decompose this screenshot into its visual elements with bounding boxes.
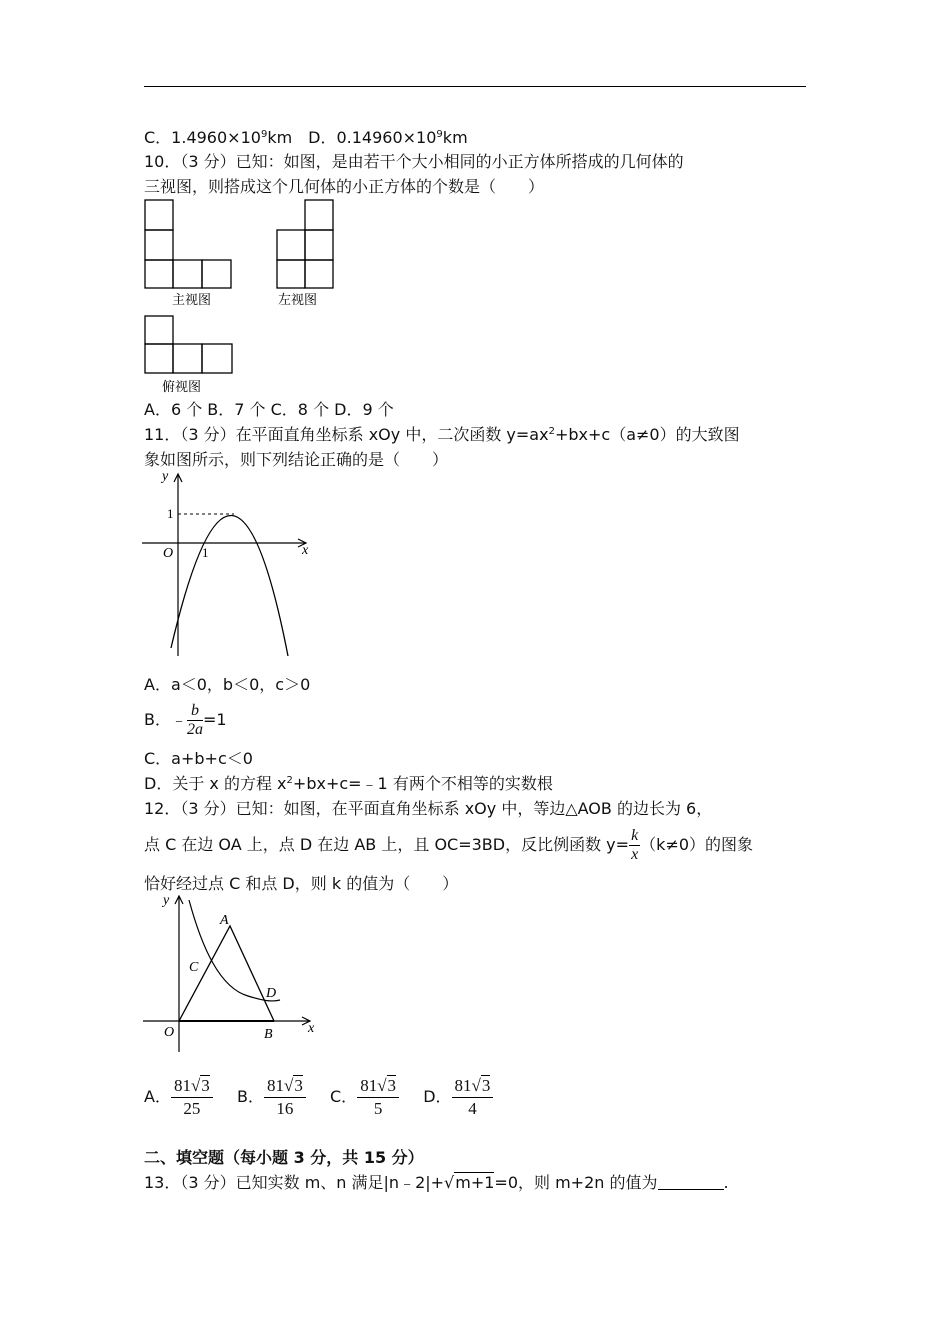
left-view-cube — [305, 230, 333, 260]
q12-stem-line1: 12．（3 分）已知：如图，在平面直角坐标系 xOy 中，等边△AOB 的边长为 6， — [144, 799, 713, 818]
q10-options: A．6 个 B．7 个 C．8 个 D．9 个 — [144, 400, 394, 419]
point-d-label: D — [266, 986, 277, 1001]
point-a-label: A — [220, 913, 229, 928]
q12-option-d: D． $\frac{81√3}{4}$ — [423, 1087, 493, 1106]
front-view-cube — [145, 200, 173, 230]
point-b-label: B — [264, 1027, 273, 1042]
left-view-cube — [305, 200, 333, 230]
q12-option-a: A． $\frac{81√3}{25}$ — [144, 1087, 218, 1106]
q11-option-d: D．关于 x 的方程 $x^2+bx+c=﹣1$ 有两个不相等的实数根 — [144, 774, 553, 793]
section2-title: 二、填空题（每小题 3 分，共 15 分） — [144, 1148, 424, 1167]
top-view-cube — [173, 344, 202, 373]
front-view-cube — [145, 260, 173, 288]
left-view-cube — [277, 230, 305, 260]
parabola-curve — [171, 515, 288, 656]
q13-stem: 13．（3 分）已知实数 m、n 满足|n﹣2|+√m+1=0，则 m+2n 的值为 . — [144, 1173, 729, 1192]
q11-option-c: C．a+b+c＜0 — [144, 749, 253, 768]
q12-triangle-graph — [140, 888, 326, 1054]
top-view-cube — [145, 316, 173, 344]
left-view-cube — [277, 260, 305, 288]
y-label: y — [163, 893, 170, 908]
q10-stem-line2: 三视图，则搭成这个几何体的小正方体的个数是（ ） — [144, 177, 545, 196]
point-o-label: O — [164, 1025, 175, 1040]
left-view-cube — [305, 260, 333, 288]
top-view-label: 俯视图 — [162, 379, 202, 394]
top-view-cube — [145, 344, 173, 373]
tick-x-1: 1 — [202, 545, 209, 560]
q12-stem-line2: 点 C 在边 OA 上，点 D 在边 AB 上，且 OC=3BD，反比例函数 y= $\frac{k}{x}$ （k≠0）的图象 — [144, 827, 754, 863]
x-label: x — [308, 1021, 315, 1036]
q12-option-b: B． $\frac{81√3}{16}$ — [237, 1087, 311, 1106]
q13-answer-blank[interactable] — [658, 1173, 724, 1190]
header-rule — [144, 86, 806, 87]
q12-options — [144, 1072, 493, 1122]
q11-option-b: B．﹣ $\frac{b}{2a}$ =1 — [144, 702, 227, 738]
x-label: x — [302, 543, 309, 558]
front-view-label: 主视图 — [172, 292, 212, 307]
q11-option-a: A．a＜0，b＜0，c＞0 — [144, 675, 311, 694]
y-label: y — [162, 469, 169, 484]
left-view-label: 左视图 — [278, 292, 318, 307]
q11-stem-line1: 11．（3 分）在平面直角坐标系 xOy 中，二次函数 $y=ax^2+bx+c(a\ne 0)$的大致图 — [144, 425, 740, 444]
front-view-cube — [202, 260, 231, 288]
q11-stem-line2: 象如图所示，则下列结论正确的是（ ） — [144, 450, 449, 469]
origin-label: O — [163, 546, 174, 561]
top-view-cube — [202, 344, 232, 373]
front-view-cube — [145, 230, 173, 260]
point-c-label: C — [189, 960, 199, 975]
q10-stem-line1: 10．（3 分）已知：如图，是由若干个大小相同的小正方体所搭成的几何体的 — [144, 152, 684, 171]
front-view-cube — [173, 260, 202, 288]
q12-option-c: C． $\frac{81√3}{5}$ — [330, 1087, 404, 1106]
q11-parabola-graph — [140, 466, 320, 658]
q12-stem-line3: 恰好经过点 C 和点 D，则 k 的值为（ ） — [144, 874, 459, 893]
q10-three-views — [140, 196, 350, 396]
q9-options-c-d: C．$1.4960\times 10^9km$ D．$0.14960\times 10^9km$ — [144, 128, 468, 147]
tick-y-1: 1 — [167, 506, 174, 521]
